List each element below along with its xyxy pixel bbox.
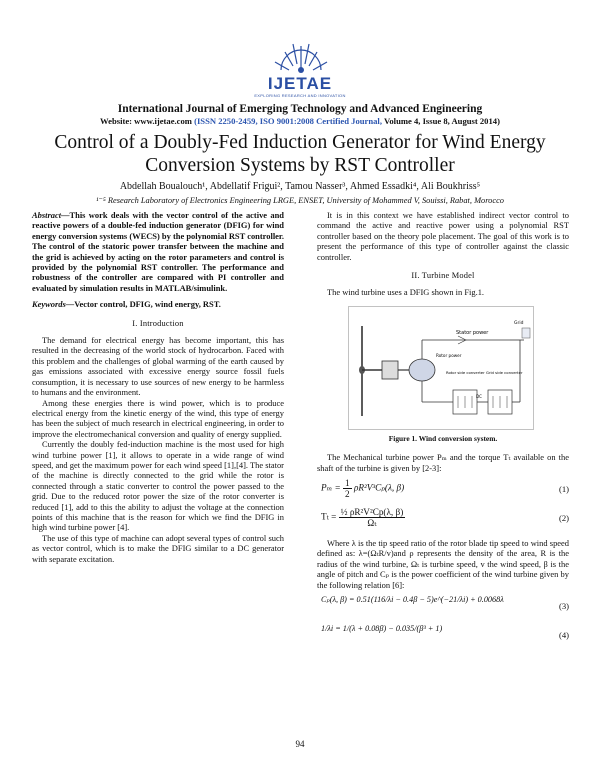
label-grid-converter: Grid side converter [486,369,523,375]
keywords-label: Keywords— [32,299,75,310]
equation-1 [317,476,569,502]
equation-3 [317,593,569,619]
intro-paragraph-1: The demand for electrical energy has become important, this has resulted in the decreasing of the world stock of hydrocarbon. Faced with this problem and the challenges of global warming of the earth caused by gas emissions associated with excessive energy source fossil fuels consumption, it is necessary to use sources of new energy to be harmless to humans and the environment. [32,335,284,398]
right-paragraph-1: It is in this context we have established indirect vector control to command the active and reactive power using a polynomial RST controller based on the theory pole placement. The goal of this work is to present the performance of this type of controller against the classic controller. [317,210,569,262]
label-rotor-converter: Rotor side converter [446,369,485,375]
eq3-number: (3) [558,601,569,612]
abstract-label: Abstract— [32,210,70,220]
website-volume: Volume 4, Issue 8, August 2014) [383,116,500,126]
keywords [32,299,284,309]
eq4-body: 1/λi = 1/(λ + 0.08β) − 0.035/(β³ + 1) [321,624,443,634]
eq1-rhs: ρR²V³Cₚ(λ, β) [353,482,405,493]
equation-2 [317,505,569,535]
equation-4 [317,622,569,648]
eq2-numerator: ½ ρR²V²Cp(λ, β) [340,507,404,518]
logo-tagline: EXPLORING RESEARCH AND INNOVATION [254,93,346,98]
right-paragraph-3: The Mechanical turbine power Pₘ and the torque Tₜ available on the shaft of the turbine is given by [2-3]: [317,452,569,473]
abstract [32,210,284,293]
eq1-lhs: Pₘ = [321,482,341,493]
intro-paragraph-4: The use of this type of machine can adopt several types of control such as vector control, which is to make the DFIG similar to a DC generator with separate excitation. [32,532,284,564]
author-list: Abdellah Boualouch¹, Abdellatif Frigui², Tamou Nasser³, Ahmed Essadki⁴, Ali Boukhriss⁵ [119,181,481,192]
left-column [32,210,284,564]
section-heading-turbine-model: II. Turbine Model [411,271,475,281]
intro-paragraph-2: Among these energies there is wind power, which is to produce electrical energy from the kinetic energy of the wind, this type of energy has been the subject of much research in electrical engineering, in order to improve the electromechanical conversion and quality of energy supplied. [32,397,284,439]
journal-name: International Journal of Emerging Technology and Advanced Engineering [117,103,483,115]
page-number: 94 [295,739,305,749]
website-issn: (ISSN 2250-2459, ISO 9001:2008 Certified Journal, [194,116,382,126]
label-grid: Grid [514,320,524,326]
eq3-body: Cₚ(λ, β) = 0.51(116/λi − 0.4β − 5)e^(−21/λi) + 0.0068λ [321,595,504,605]
eq2-lhs: Tₜ = [321,511,337,522]
eq4-number: (4) [558,630,569,641]
journal-website [0,116,600,126]
logo-wordmark: IJETAE [267,74,333,93]
right-paragraph-2: The wind turbine uses a DFIG shown in Fig.1. [327,287,485,298]
section-heading-introduction: I. Introduction [132,318,184,328]
affiliation: ¹⁻⁵ Research Laboratory of Electronics Engineering LRGE, ENSET, University of Mohammed V, Souissi, Rabat, Morocco [96,196,504,205]
label-dc-link: DC [476,393,482,399]
paper-title: Control of a Doubly-Fed Induction Generator for Wind Energy Conversion Systems by RST Controller [54,132,546,176]
eq2-fraction [339,507,406,528]
right-column [317,210,569,651]
eq1-number: (1) [558,484,569,495]
figure-caption: Figure 1. Wind conversion system. [388,433,498,443]
dfig-diagram [348,306,534,430]
abstract-text: This work deals with the vector control of the active and reactive powers of a double-fed induction generator (DFIG) for wind energy conversion systems (WECS) by the polynomial RST controller. The control of the statoric power transfer between the machine and the grid is achieved by acting on the rotor parameters and control is provided by the polynomial RST controller. The performance and robustness of the controller are compared with PI controller and evaluated by simulation results in MATLAB/simulink. [32,210,284,293]
keywords-text: Vector control, DFIG, wind energy, RST. [74,299,221,310]
label-rotor-power: Rotor power [436,352,462,358]
eq2-number: (2) [558,513,569,524]
eq1-half: $\frac{1}{2}$ [345,478,350,500]
intro-paragraph-3: Currently the doubly fed-induction machine is the most used for high wind turbine power [1], it allows to operate in a wide range of wind speed, and get the maximum power for each wind speed [1],[4]. The stator of the machine is directly connected to the grid while the rotor is connected through a static converter to control the power passed to the grid. Due to the reduced rotor power the size of the rotor converter is reduced [1], add to this the ability to adjust the voltage at the connection points of this machine that is the reason for which we find the DFIG in high wind turbine power [4]. [32,439,284,533]
figure-wind-conversion-system [348,306,534,430]
right-paragraph-4: Where λ is the tip speed ratio of the rotor blade tip speed to wind speed defined as: λ=(ΩₜR/v)and ρ represents the density of the area, R is the radius of the wind turbine, Ωₜ is turbine speed, v the wind speed, β is the angle of pitch and Cₚ is the power coefficient of the wind turbine given by the following relation [6]: [317,538,569,590]
label-stator-power: Stator power [456,329,489,336]
eq2-denominator: Ωₜ [367,518,377,529]
website-prefix: Website: www.ijetae.com [100,116,192,126]
